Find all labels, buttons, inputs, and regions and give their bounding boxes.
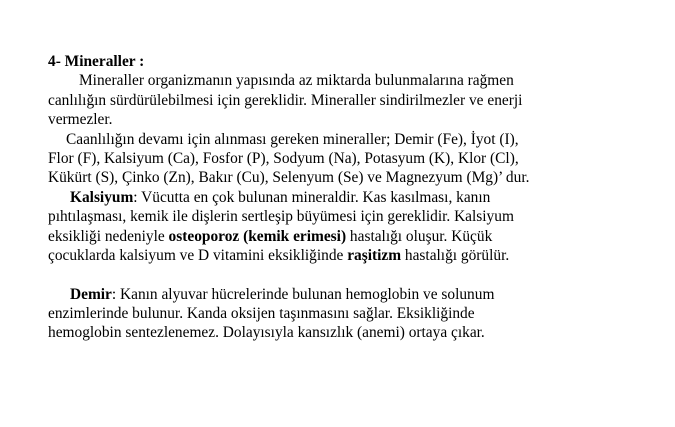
kalsiyum-line2: pıhtılaşması, kemik ile dişlerin sertleşip büyümesi için gereklidir. Kalsiyum xyxy=(48,208,514,226)
kalsiyum-line3 xyxy=(48,227,648,246)
rasitizm-term: raşitizm xyxy=(347,246,402,264)
kalsiyum-line3-post: hastalığı oluşur. Küçük xyxy=(346,227,493,245)
demir-line3: hemoglobin sentezlenemez. Dolayısıyla kansızlık (anemi) ortaya çıkar. xyxy=(48,324,485,342)
demir-term: Demir xyxy=(70,285,112,303)
paragraph1-line3: vermezler. xyxy=(48,111,113,129)
kalsiyum-line1 xyxy=(48,188,648,207)
demir-line1 xyxy=(48,285,648,304)
kalsiyum-term: Kalsiyum xyxy=(70,188,134,206)
paragraph2-line3: Kükürt (S), Çinko (Zn), Bakır (Cu), Selenyum (Se) ve Magnezyum (Mg)’ dur. xyxy=(48,169,530,187)
paragraph-gap xyxy=(48,265,648,284)
demir-line1-text: : Kanın alyuvar hücrelerinde bulunan hemoglobin ve solunum xyxy=(111,285,495,303)
paragraph1-line1: Mineraller organizmanın yapısında az miktarda bulunmalarına rağmen xyxy=(79,72,514,90)
kalsiyum-line1-text: : Vücutta en çok bulunan mineraldir. Kas kasılması, kanın xyxy=(133,188,491,206)
paragraph2-line1: Caanlılığın devamı için alınması gereken mineraller; Demir (Fe), İyot (I), xyxy=(66,130,519,148)
kalsiyum-line4 xyxy=(48,246,648,265)
demir-line2: enzimlerinde bulunur. Kanda oksijen taşınmasını sağlar. Eksikliğinde xyxy=(48,305,475,323)
kalsiyum-line3-pre: eksikliği nedeniyle xyxy=(48,227,169,245)
paragraph2-line2: Flor (F), Kalsiyum (Ca), Fosfor (P), Sodyum (Na), Potasyum (K), Klor (Cl), xyxy=(48,149,519,167)
kalsiyum-line4-pre: çocuklarda kalsiyum ve D vitamini eksikliğinde xyxy=(48,246,348,264)
kalsiyum-line4-post: hastalığı görülür. xyxy=(401,246,510,264)
document-page xyxy=(48,52,648,343)
osteoporoz-term: osteoporoz (kemik erimesi) xyxy=(168,227,347,245)
paragraph1-line2: canlılığın sürdürülebilmesi için gereklidir. Mineraller sindirilmezler ve enerji xyxy=(48,91,523,109)
section-heading: 4- Mineraller : xyxy=(48,53,145,70)
